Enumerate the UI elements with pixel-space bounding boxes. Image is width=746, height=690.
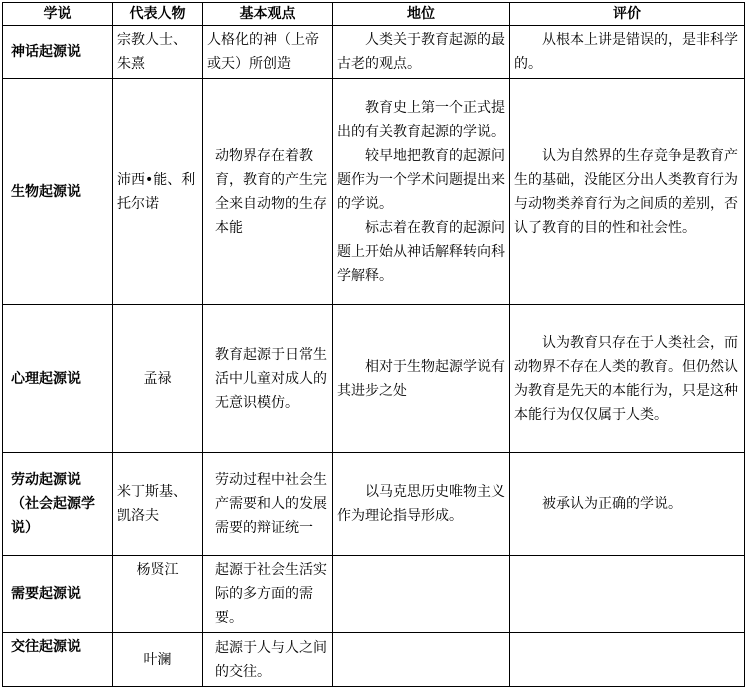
status-text: 相对于生物起源学说有其进步之处 [337, 358, 505, 399]
representative-figures: 沛西•能、利托尔诺 [113, 79, 203, 305]
basic-view: 人格化的神（上帝或天）所创造 [203, 26, 333, 79]
theory-name: 生物起源说 [3, 79, 113, 305]
status-text: 较早地把教育的起源问题作为一个学术问题提出来的学说。 [337, 147, 505, 212]
table-row [3, 79, 745, 305]
status-text: 以马克思历史唯物主义作为理论指导形成。 [337, 484, 505, 524]
theory-name: 劳动起源说（社会起源学说） [3, 453, 113, 556]
basic-view: 劳动过程中社会生产需要和人的发展需要的辩证统一 [203, 453, 333, 556]
table-row [3, 26, 745, 79]
evaluation-text: 从根本上讲是错误的，是非科学的。 [514, 32, 738, 72]
status-cell [333, 26, 510, 79]
representative-figures: 米丁斯基、凯洛夫 [113, 453, 203, 556]
evaluation-cell [510, 305, 745, 453]
evaluation-cell [510, 556, 745, 633]
status-cell [333, 453, 510, 556]
evaluation-cell [510, 453, 745, 556]
table-row [3, 556, 745, 633]
header-row [3, 3, 745, 26]
basic-view: 起源于社会生活实际的多方面的需要。 [203, 556, 333, 633]
evaluation-cell [510, 633, 745, 687]
status-text: 教育史上第一个正式提出的有关教育起源的学说。 [337, 99, 505, 140]
evaluation-cell [510, 26, 745, 79]
theory-name: 需要起源说 [3, 556, 113, 633]
representative-figures: 叶澜 [113, 633, 203, 687]
representative-figures: 杨贤江 [113, 556, 203, 633]
status-cell [333, 556, 510, 633]
basic-view: 动物界存在着教育，教育的产生完全来自动物的生存本能 [203, 79, 333, 305]
education-origin-theories-table [2, 2, 745, 687]
evaluation-text: 认为自然界的生存竞争是教育产生的基础，没能区分出人类教育行为与动物类养育行为之间质的差别，否认了教育的目的性和社会性。 [514, 147, 738, 236]
status-text: 人类关于教育起源的最古老的观点。 [337, 32, 505, 72]
evaluation-text: 被承认为正确的学说。 [542, 496, 682, 512]
header-theory: 学说 [3, 3, 113, 26]
table-row [3, 453, 745, 556]
basic-view: 教育起源于日常生活中儿童对成人的无意识模仿。 [203, 305, 333, 453]
theory-name: 交往起源说 [3, 633, 113, 687]
theory-name: 神话起源说 [3, 26, 113, 79]
representative-figures: 孟禄 [113, 305, 203, 453]
status-cell [333, 633, 510, 687]
header-view: 基本观点 [203, 3, 333, 26]
evaluation-cell [510, 79, 745, 305]
header-evaluation: 评价 [510, 3, 745, 26]
representative-figures: 宗教人士、朱熹 [113, 26, 203, 79]
status-cell [333, 79, 510, 305]
evaluation-text: 认为教育只存在于人类社会，而动物界不存在人类的教育。但仍然认为教育是先天的本能行为，只是这种本能行为仅仅属于人类。 [514, 334, 738, 423]
header-status: 地位 [333, 3, 510, 26]
basic-view: 起源于人与人之间的交往。 [203, 633, 333, 687]
table-row [3, 305, 745, 453]
table-row [3, 633, 745, 687]
header-figures: 代表人物 [113, 3, 203, 26]
status-text: 标志着在教育的起源问题上开始从神话解释转向科学解释。 [337, 219, 505, 284]
theory-name: 心理起源说 [3, 305, 113, 453]
status-cell [333, 305, 510, 453]
